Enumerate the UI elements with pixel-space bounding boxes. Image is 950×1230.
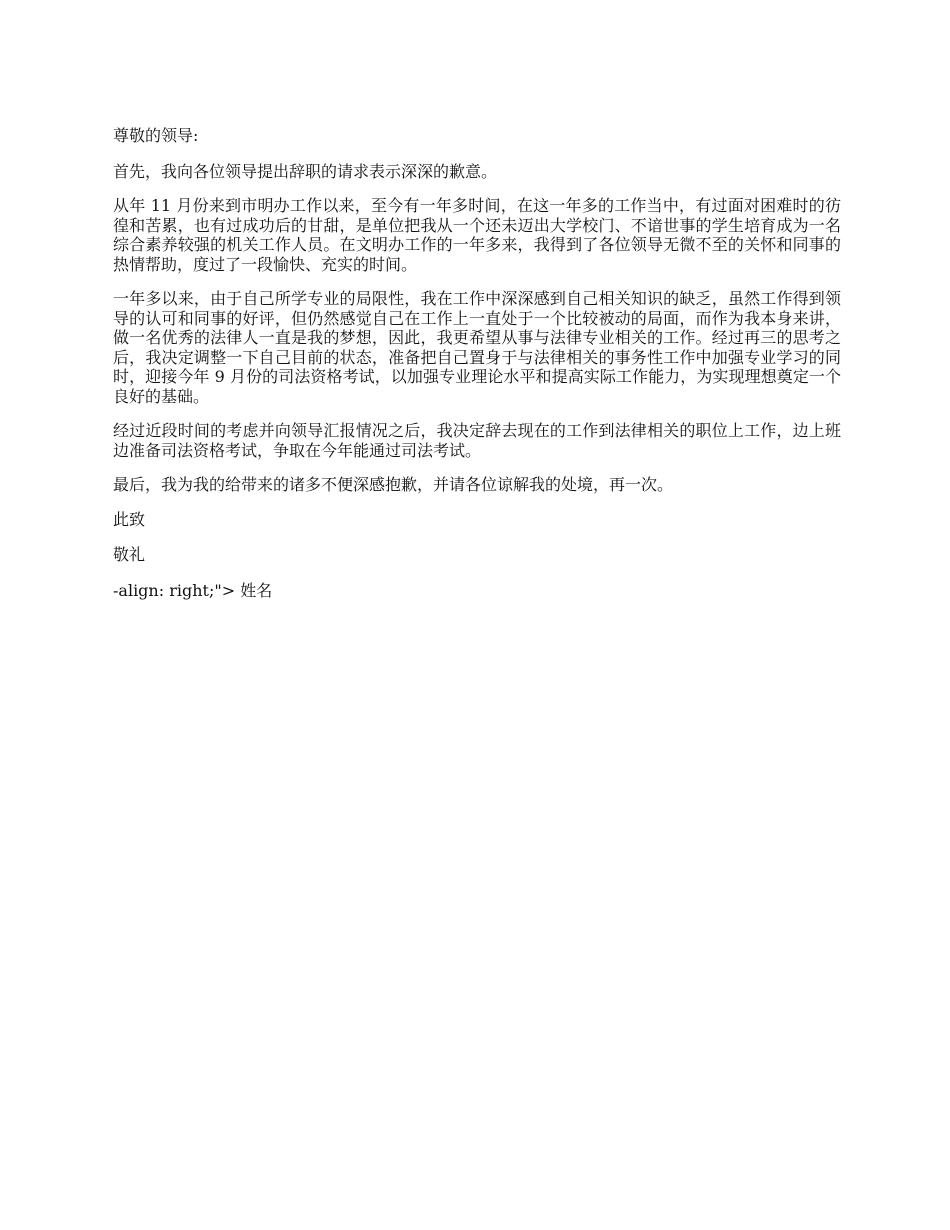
letter-closing-greeting: 此致: [113, 509, 146, 529]
letter-closing-regards: 敬礼: [113, 545, 146, 564]
letter-paragraph-apology: 首先，我向各位领导提出辞职的请求表示深深的歉意。: [113, 161, 498, 181]
letter-paragraph-history: 从年 11 月份来到市明办工作以来，至今有一年多时间，在这一年多的工作当中，有过面对困难时的彷徨和苦累，也有过成功后的甘甜，是单位把我从一个还未迈出大学校门、不谙世事的学生培育成为一名综合素养较强的机关工作人员。在文明办工作的一年多来，我得到了各位领导无微不至的关怀和同事的热情帮助，度过了一段愉快、充实的时间。: [113, 196, 841, 274]
letter-paragraph-decision: 经过近段时间的考虑并向领导汇报情况之后，我决定辞去现在的工作到法律相关的职位上工作，边上班边准备司法资格考试，争取在今年能通过司法考试。: [113, 421, 841, 460]
letter-paragraph-closing-remark: 最后，我为我的给带来的诸多不便深感抱歉，并请各位谅解我的处境，再一次。: [113, 475, 674, 494]
letter-signature-line: -align: right;"> 姓名: [113, 580, 273, 600]
letter-salutation: 尊敬的领导:: [113, 126, 199, 145]
letter-body: [113, 126, 841, 616]
letter-paragraph-reason: 一年多以来，由于自己所学专业的局限性，我在工作中深深感到自己相关知识的缺乏，虽然工作得到领导的认可和同事的好评，但仍然感觉自己在工作上一直处于一个比较被动的局面，而作为我本身来讲，做一名优秀的法律人一直是我的梦想，因此，我更希望从事与法律专业相关的工作。经过再三的思考之后，我决定调整一下自己目前的状态，准备把自己置身于与法律相关的事务性工作中加强专业学习的同时，迎接今年 9 月份的司法资格考试，以加强专业理论水平和提高实际工作能力，为实现理想奠定一个良好的基础。: [113, 289, 841, 406]
